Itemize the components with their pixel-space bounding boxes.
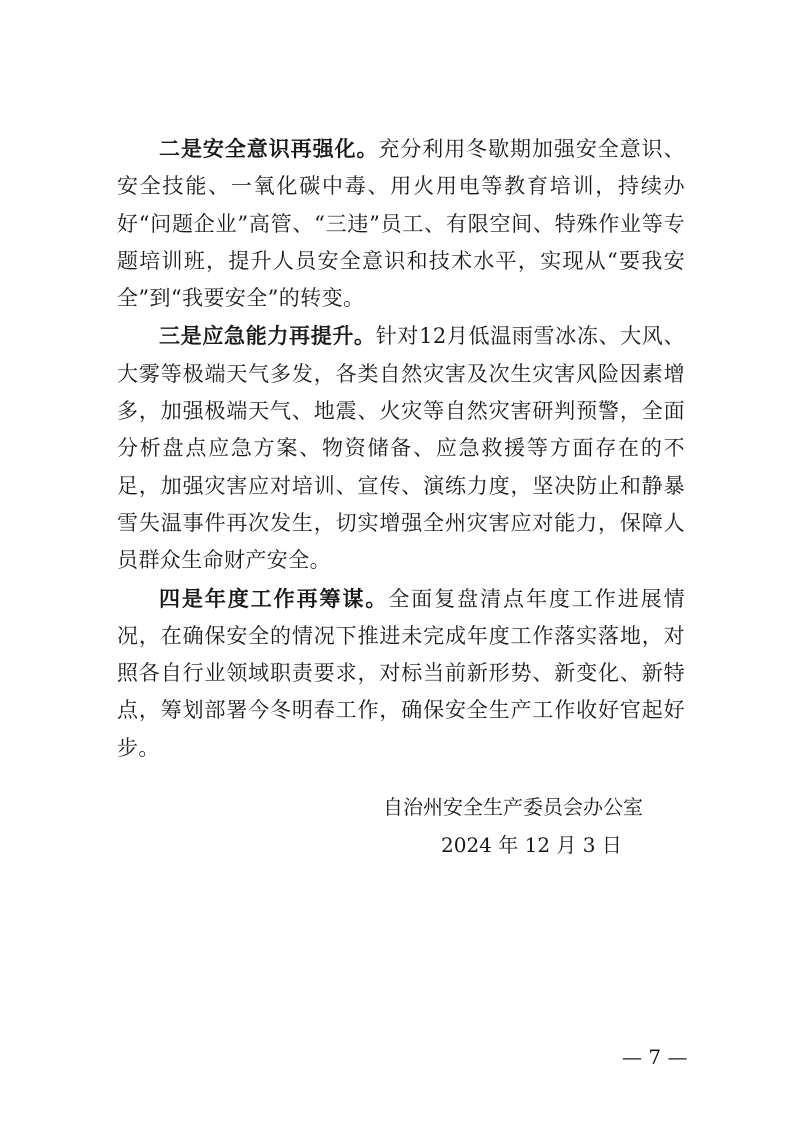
signature-organization: 自治州安全生产委员会办公室 bbox=[383, 795, 643, 819]
paragraph-safety-awareness bbox=[117, 130, 685, 317]
paragraph-lead: 三是应急能力再提升。 bbox=[159, 323, 376, 349]
paragraph-lead: 二是安全意识再强化。 bbox=[159, 136, 379, 161]
signature-date: 2024 年 12 月 3 日 bbox=[441, 833, 622, 857]
paragraph-emergency-capability bbox=[117, 317, 685, 579]
paragraph-text: 充分利用冬歇期加强安全意识、安全技能、一氧化碳中毒、用火用电等教育培训，持续办好“问题企业”高管、“三违”员工、有限空间、特殊作业等专题培训班，提升人员安全意识和技术水平，实现从“要我安全”到“我要安全”的转变。 bbox=[117, 137, 685, 311]
document-body bbox=[117, 130, 685, 767]
paragraph-lead: 四是年度工作再筹谋。 bbox=[159, 585, 389, 611]
paragraph-text: 全面复盘清点年度工作进展情况，在确保安全的情况下推进未完成年度工作落实落地，对照各自行业领域职责要求，对标当前新形势、新变化、新特点，筹划部署今冬明春工作，确保安全生产工作收好官起好步。 bbox=[117, 586, 686, 760]
paragraph-annual-planning bbox=[117, 580, 685, 767]
paragraph-text: 针对12月低温雨雪冰冻、大风、大雾等极端天气多发，各类自然灾害及次生灾害风险因素增多，加强极端天气、地震、火灾等自然灾害研判预警，全面分析盘点应急方案、物资储备、应急救援等方面存在的不足，加强灾害应对培训、宣传、演练力度，坚决防止和静暴雪失温事件再次发生，切实增强全州灾害应对能力，保障人员群众生命财产安全。 bbox=[117, 324, 685, 573]
page-number: — 7 — bbox=[622, 1045, 688, 1069]
